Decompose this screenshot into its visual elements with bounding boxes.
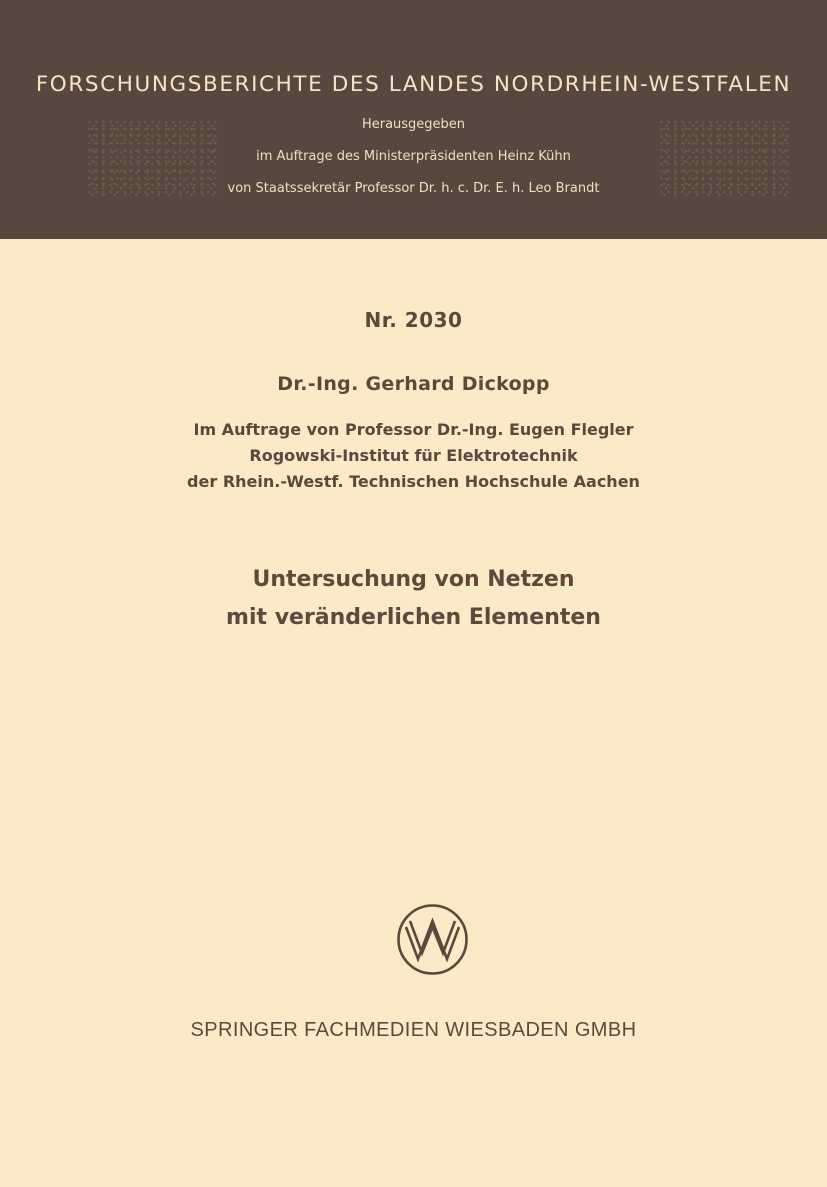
report-number: Nr. 2030 (364, 308, 463, 332)
affiliation-line-2: Rogowski-Institut für Elektrotechnik (249, 446, 578, 465)
book-title-line-2: mit veränderlichen Elementen (226, 605, 601, 630)
series-title: FORSCHUNGSBERICHTE DES LANDES NORDRHEIN-WESTFALEN (35, 72, 792, 97)
header-line-editor: von Staatssekretär Professor Dr. h. c. Dr. E. h. Leo Brandt (227, 181, 600, 196)
publisher-name: SPRINGER FACHMEDIEN WIESBADEN GMBH (190, 1019, 637, 1041)
book-title-line-1: Untersuchung von Netzen (252, 567, 575, 592)
affiliation-line-3: der Rhein.-Westf. Technischen Hochschule Aachen (187, 472, 640, 491)
header-line-commission: im Auftrage des Ministerpräsidenten Heinz Kühn (256, 149, 571, 164)
publisher-vw-logo-icon (396, 903, 469, 976)
affiliation-line-1: Im Auftrage von Professor Dr.-Ing. Eugen Flegler (193, 420, 634, 439)
header-band (0, 0, 827, 239)
header-line-published: Herausgegeben (361, 117, 466, 132)
author-name: Dr.-Ing. Gerhard Dickopp (277, 373, 550, 395)
